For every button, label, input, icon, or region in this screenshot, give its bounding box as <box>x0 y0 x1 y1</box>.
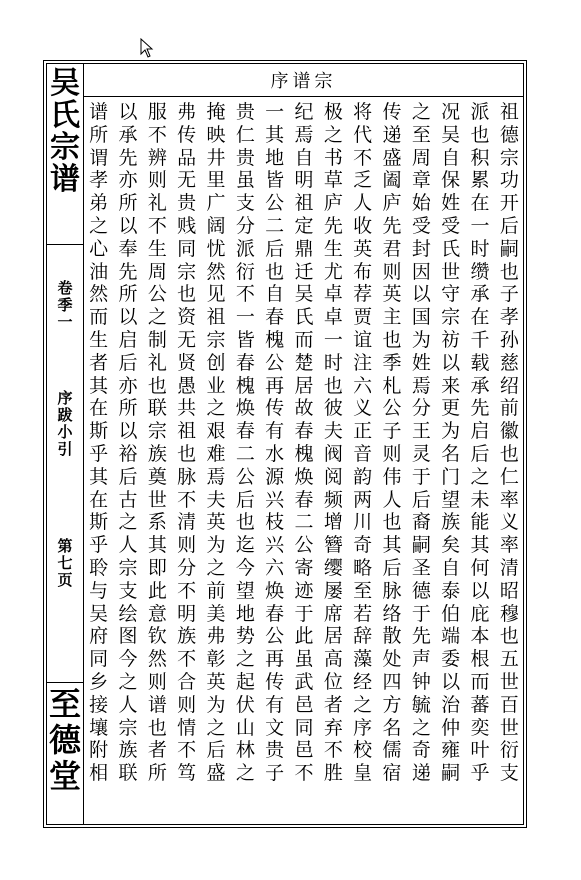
text-column: 传 递 盛 阖 庐 先 君 则 英 主 也 季 札 公 子 则 伟 人 也 其 后 脉 络 散 处 四 方 名 儒 宿 <box>382 101 402 785</box>
page-frame <box>43 60 527 828</box>
page-header: 序谱宗 <box>84 64 523 97</box>
text-column: 服 不 辨 则 礼 不 生 周 公 之 制 礼 也 联 宗 族 奠 世 系 其 即 此 意 钦 然 则 谱 也 者 所 <box>147 101 167 785</box>
text-column: 祖 德 宗 功 开 后 嗣 也 子 孝 孙 慈 绍 前 徽 也 仁 率 义 率 清 昭 穆 也 五 世 百 世 衍 支 <box>499 101 519 785</box>
volume-label: 卷 季 一 <box>57 279 73 331</box>
text-column: 掩 映 井 里 广 阔 忧 然 见 祖 宗 创 业 之 艰 难 焉 夫 英 为 之 前 美 弗 彰 英 为 之 后 盛 <box>206 101 226 785</box>
text-column: 将 代 不 乏 人 收 英 布 荐 贾 谊 注 六 义 正 音 韵 两 川 奇 略 至 若 辞 藻 经 之 序 校 皇 <box>353 101 373 785</box>
page-inner-frame <box>46 63 524 825</box>
book-title: 吴 氏 宗 谱 <box>50 66 80 197</box>
text-column: 贵 仁 贵 虽 支 分 派 衍 不 一 皆 春 槐 焕 春 二 公 后 也 迄 今 望 地 势 之 起 伏 山 林 之 <box>235 101 255 785</box>
text-column: 一 其 地 皆 公 二 后 也 自 春 槐 公 再 传 有 水 源 兴 枝 兴 六 焕 春 公 再 传 有 文 贵 子 <box>265 101 285 785</box>
text-column: 况 吴 自 保 姓 受 氏 世 守 宗 祊 以 来 更 为 名 门 望 族 矣 自 泰 伯 端 委 以 治 仲 雍 嗣 <box>441 101 461 785</box>
text-column: 弗 传 品 无 贵 贱 同 宗 也 资 无 贤 愚 共 祖 也 脉 不 清 则 分 不 明 族 不 合 则 情 不 笃 <box>177 101 197 785</box>
text-column: 之 至 周 章 始 受 封 因 以 国 为 姓 焉 分 王 灵 于 后 裔 嗣 圣 德 于 先 声 钟 毓 之 奇 递 <box>411 101 431 785</box>
section-label: 序 跋 小 引 <box>57 389 73 458</box>
text-body <box>84 97 523 824</box>
mouse-cursor-icon <box>140 38 154 58</box>
text-column: 谱 所 谓 孝 弟 之 心 油 然 而 生 者 其 在 斯 乎 其 在 斯 乎 聆 与 吴 府 同 乡 接 壤 附 相 <box>89 101 109 785</box>
page-number: 第 七 页 <box>57 537 73 589</box>
text-column: 纪 焉 自 明 祖 定 鼎 迁 吴 氏 而 楚 居 故 春 槐 焕 春 二 公 寄 迹 于 此 虽 武 邑 同 邑 不 <box>294 101 314 785</box>
text-column: 派 也 积 累 在 一 时 缵 承 在 千 载 承 先 启 后 之 未 能 其 何 以 庇 本 根 而 蕃 奕 叶 乎 <box>470 101 490 785</box>
hall-name: 至 德 堂 <box>48 685 81 795</box>
text-column: 以 承 先 亦 所 以 奉 先 所 以 启 后 亦 所 以 裕 后 古 之 人 宗 支 绘 图 今 之 人 宗 族 联 <box>118 101 138 785</box>
margin-column <box>47 64 84 824</box>
text-column: 极 之 书 草 庐 先 生 尤 卓 卓 一 时 也 彼 夫 阀 阅 频 增 簪 缨 屡 席 居 高 位 者 弃 不 胜 <box>323 101 343 785</box>
